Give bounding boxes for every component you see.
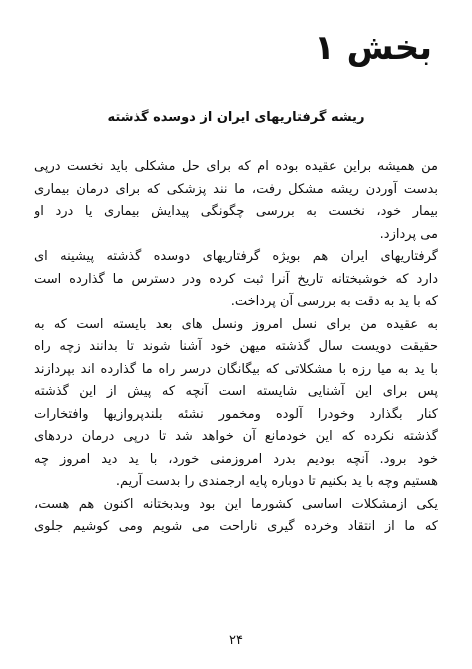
text-line: کنار بگذارد وخودرا آلوده ومخمور نشئه بلندپروازیها وافتخارات xyxy=(34,406,438,422)
text-line: حقیقت دویست سال گذشته میهن خود آشنا شوند تا بدانند زچه راه xyxy=(34,339,438,354)
text-line: با ید به میا رزه با مشکلاتی که بیگانگان درسر راه ما گذارده اند بپردازند xyxy=(34,361,438,377)
body-text xyxy=(34,156,438,539)
text-line: بدست آوردن ریشه مشکل رفت، ما نند پزشکی که برای درمان بیماری xyxy=(34,181,438,197)
chapter-title: بخش ۱ xyxy=(314,28,432,68)
text-line: می پردازد. xyxy=(379,226,438,242)
text-line: گرفتاریهای ایران هم بویژه گرفتاریهای دوسده گذشته پیشینه ای xyxy=(34,249,438,264)
text-line: پس برای این آشنایی شایسته است آنچه که پیش از این گذشته xyxy=(34,384,438,399)
text-line: من همیشه براین عقیده بوده ام که برای حل مشکلی باید نخست درپی xyxy=(34,159,438,174)
text-line: که با ید به دقت به بررسی آن پرداخت. xyxy=(230,294,438,309)
section-subtitle: ریشه گرفتاریهای ایران از دوسده گذشته xyxy=(107,110,365,125)
text-line: دارد که خوشبختانه تاریخ آنرا ثبت کرده ودر دسترس ما گذارده است xyxy=(34,271,438,287)
text-line: گذشته نکرده که این خودمانع آن خواهد شد تا درپی درمان دردهای xyxy=(34,429,438,444)
text-line: به عقیده من برای نسل امروز ونسل های بعد بایسته است که به xyxy=(34,316,438,332)
text-line: که ما از انتقاد وخرده گیری ناراحت می شویم ومی کوشیم جلوی xyxy=(34,519,438,534)
text-line: بیمار خود، نخست به بررسی چگونگی پیدایش بیماری یا درد او xyxy=(34,204,438,219)
text-line: خود برود. آنچه بودیم بدرد امروزمنی خورد، با ید دید امروز چه xyxy=(34,451,438,467)
text-line: هستیم وچه با ید بکنیم تا دوباره پایه ارجمندی را بدست آریم. xyxy=(115,474,438,489)
text-line: یکی ازمشکلات اساسی کشورما این بود وبدبختانه اکنون هم هست، xyxy=(34,496,438,512)
page-number: ۲۴ xyxy=(229,633,243,648)
